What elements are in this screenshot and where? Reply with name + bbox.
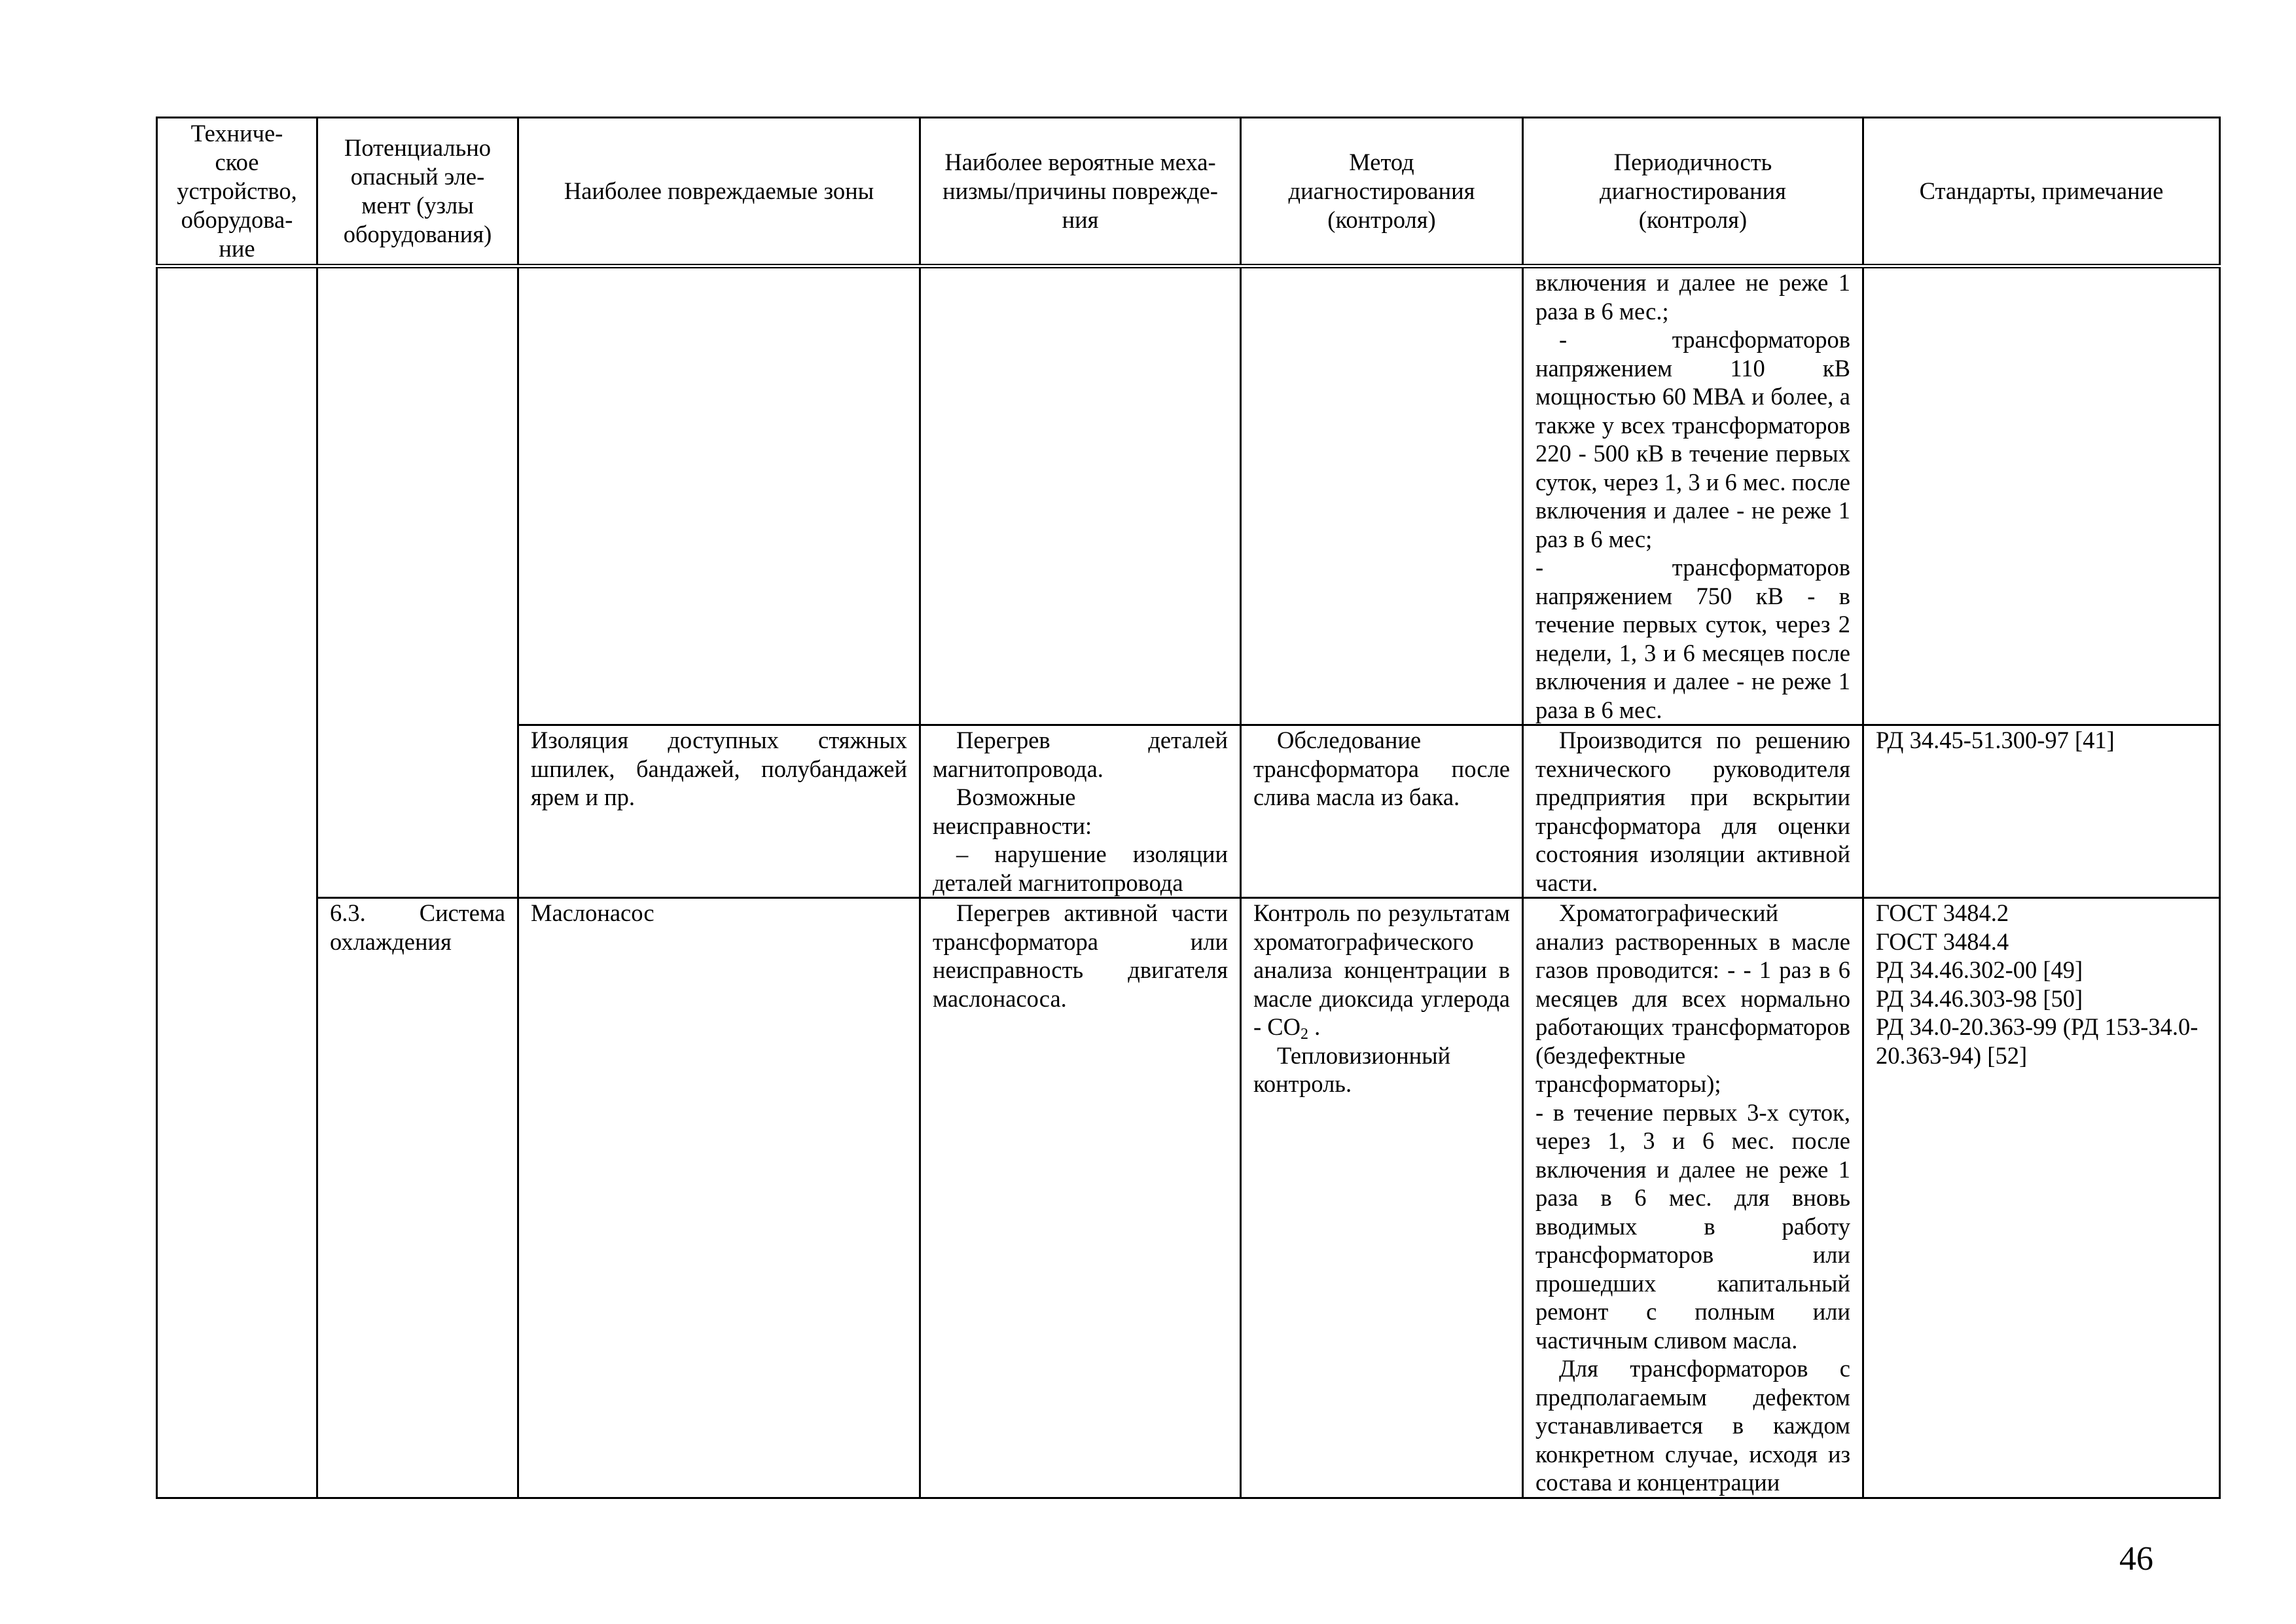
table-row [157,898,2220,1498]
standards-item: РД 34.46.302-00 [49] [1876,956,2083,983]
period-cell [1523,266,1863,725]
mechanisms-cell [920,898,1241,1498]
period-cell [1523,725,1863,898]
diagnostics-table [156,117,2221,1499]
element-cell [317,898,518,1498]
method-text: Тепловизионный контроль. [1253,1041,1451,1097]
device-cell [157,266,317,1498]
period-text: Производится по решению технического руководителя предприятия при вскрытии трансформатора для оценки состояния изоляции активной части. [1535,727,1850,896]
method-cell [1241,725,1523,898]
zones-text: Маслонасос [531,899,655,926]
standards-item: ГОСТ 3484.4 [1876,928,2009,955]
method-text: Обследование трансформатора после слива масла из бака. [1253,727,1510,810]
mechanisms-text: – нарушение изоляции деталей магнитопровода [933,840,1228,896]
standards-cell [1863,898,2220,1498]
header-zones: Наиболее повреждаемые зоны [518,118,920,266]
mechanisms-text: Перегрев активной части трансформатора или неисправность двигателя маслонасоса. [933,899,1228,1012]
period-text: - трансформаторов напряжением 750 кВ - в течение первых суток, через 2 недели, 1, 3 и 6 месяцев после включения и далее - не реже 1 раза в 6 мес. [1535,554,1850,723]
method-cell [1241,266,1523,725]
zones-cell [518,898,920,1498]
period-text: - в течение первых 3-х суток, через 1, 3 и 6 мес. после включения и далее не реже 1 раза в 6 мес. для вновь вводимых в работу трансформаторов или прошедших капитальный ремонт с полным или частичным сливом масла. [1535,1098,1850,1354]
header-mechanisms: Наиболее вероятные меха- низмы/причины поврежде- ния [920,118,1241,266]
method-text-main: Контроль по результатам хроматографического анализа концентрации в масле диоксида углерода - CO [1253,899,1510,1040]
mechanisms-cell [920,725,1241,898]
header-period: Периодичность диагностирования (контроля) [1523,118,1863,266]
mechanisms-text: Возможные неисправности: [933,784,1092,839]
zones-text: Изоляция доступных стяжных шпилек, бандажей, полубандажей ярем и пр. [531,727,907,810]
header-element: Потенциально опасный эле- мент (узлы оборудования) [317,118,518,266]
period-cell [1523,898,1863,1498]
co2-subscript: 2 [1300,1026,1308,1043]
method-cell [1241,898,1523,1498]
zones-cell [518,725,920,898]
page-number: 46 [2119,1540,2153,1578]
period-text: Для трансформаторов с предполагаемым дефектом устанавливается в каждом конкретном случае, исходя из состава и концентрации [1535,1355,1850,1496]
header-device: Техниче- ское устройство, оборудова- ние [157,118,317,266]
standards-cell [1863,266,2220,725]
header-standards: Стандарты, примечание [1863,118,2220,266]
method-text-tail: . [1308,1013,1321,1040]
mechanisms-text: Перегрев деталей магнитопровода. [933,727,1228,782]
element-cell [317,266,518,898]
standards-text: РД 34.45-51.300-97 [41] [1876,727,2115,753]
period-text: Хроматографический анализ растворенных в масле газов проводится: - - 1 раз в 6 месяцев для всех нормально работающих трансформаторов (бездефектные трансформаторы); [1535,899,1850,1097]
header-method: Метод диагностирования (контроля) [1241,118,1523,266]
period-text: - трансформаторов напряжением 110 кВ мощностью 60 МВА и более, а также у всех трансформаторов 220 - 500 кВ в течение первых суток, через 1, 3 и 6 мес. после включения и далее - не реже 1 раз в 6 мес; [1535,326,1850,552]
method-text [1253,899,1510,1041]
zones-cell [518,266,920,725]
standards-item: РД 34.46.303-98 [50] [1876,984,2083,1012]
standards-cell [1863,725,2220,898]
table-header-row [157,118,2220,266]
period-text: включения и далее не реже 1 раза в 6 мес.; [1535,269,1850,325]
table-row [157,266,2220,725]
mechanisms-cell [920,266,1241,725]
standards-item: РД 34.0-20.363-99 (РД 153-34.0-20.363-94) [52] [1876,1013,2198,1069]
element-text: 6.3. Система охлаждения [330,899,505,955]
standards-item: ГОСТ 3484.2 [1876,899,2009,926]
